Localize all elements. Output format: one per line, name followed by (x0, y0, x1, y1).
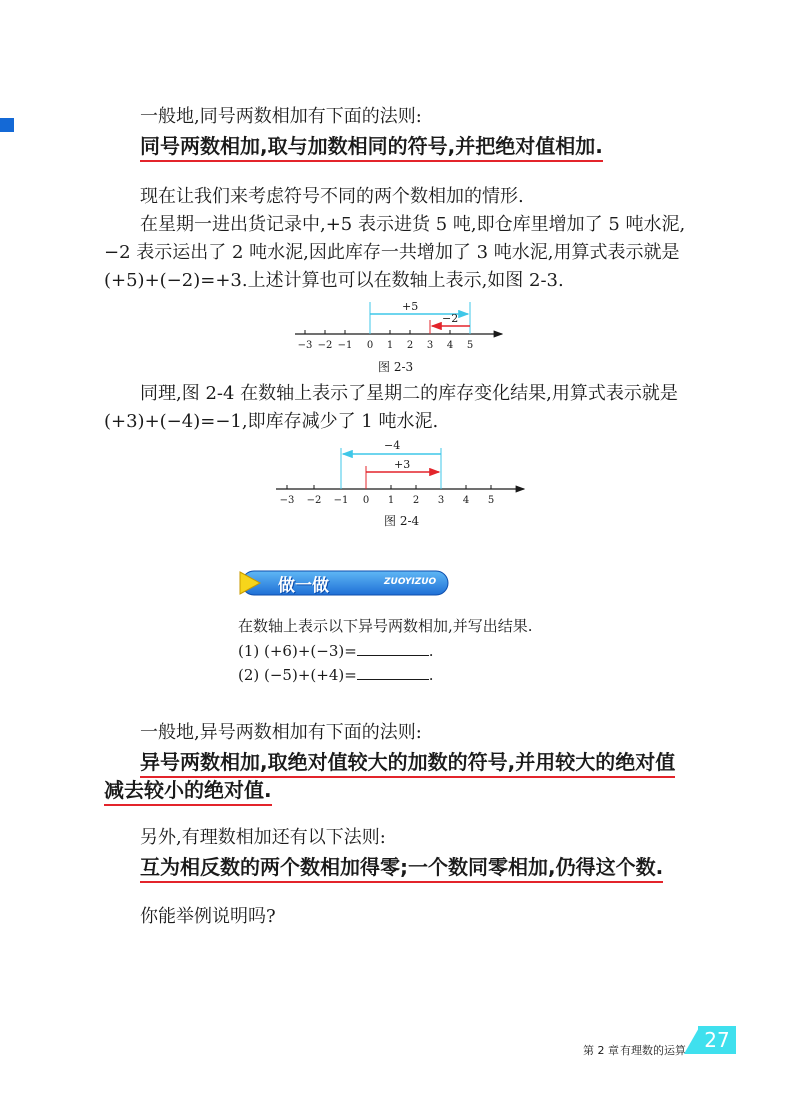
question-2-period: . (428, 666, 434, 684)
activity-banner (238, 570, 450, 596)
plus-5-label: +5 (402, 300, 419, 313)
answer-blank-1[interactable] (357, 641, 429, 656)
figure-2-3-caption: 图 2-3 (378, 360, 414, 374)
rule-diff-sign-line1 (140, 749, 675, 775)
rule-diff-sign-line1-text: 异号两数相加,取绝对值较大的加数的符号,并用较大的绝对值 (140, 750, 675, 778)
tick-label: 2 (412, 495, 420, 506)
monday-paragraph-line3: (+5)+(−2)=+3.上述计算也可以在数轴上表示,如图 2-3. (104, 270, 564, 291)
question-1-period: . (428, 642, 434, 660)
tick-label: 4 (446, 340, 454, 351)
activity-question-2 (238, 665, 434, 685)
intro-same-sign: 一般地,同号两数相加有下面的法则: (140, 106, 422, 127)
tick-marks (287, 485, 491, 489)
question-2-expression: (2) (−5)+(+4)= (238, 666, 357, 684)
question-1-expression: (1) (+6)+(−3)= (238, 642, 357, 660)
tick-label: 3 (437, 495, 445, 506)
monday-paragraph-line2: −2 表示运出了 2 吨水泥,因此库存一共增加了 3 吨水泥,用算式表示就是 (104, 242, 680, 263)
tick-label: −3 (279, 495, 295, 506)
tick-label: −1 (333, 495, 349, 506)
minus-4-label: −4 (384, 439, 401, 452)
number-line-fig-2-3 (290, 298, 510, 358)
tick-marks (305, 330, 470, 334)
footer-chapter-title: 有理数的运算 (620, 1044, 686, 1057)
consider-diff-sign: 现在让我们来考虑符号不同的两个数相加的情形. (140, 186, 524, 207)
tick-label: −1 (337, 340, 353, 351)
tuesday-paragraph-line1: 同理,图 2-4 在数轴上表示了星期二的库存变化结果,用算式表示就是 (140, 383, 678, 404)
rule-opposites-zero (140, 854, 663, 880)
tick-label: −3 (297, 340, 313, 351)
tick-label: 4 (462, 495, 470, 506)
activity-title: 做一做 (278, 576, 329, 596)
page-number: 27 (698, 1026, 736, 1054)
tick-label: 0 (362, 495, 370, 506)
answer-blank-2[interactable] (357, 665, 429, 680)
tick-label: 0 (366, 340, 374, 351)
rule-same-sign (140, 133, 603, 159)
chapter-side-tab (0, 118, 14, 132)
minus-2-label: −2 (442, 312, 459, 325)
footer-chapter: 第 2 章 (583, 1044, 619, 1057)
example-question: 你能举例说明吗? (140, 906, 276, 927)
tuesday-paragraph-line2: (+3)+(−4)=−1,即库存减少了 1 吨水泥. (104, 411, 439, 432)
intro-diff-sign: 一般地,异号两数相加有下面的法则: (140, 722, 422, 743)
activity-pinyin: ZUOYIZUO (384, 577, 437, 587)
other-rules-intro: 另外,有理数相加还有以下法则: (140, 827, 386, 848)
tick-label: 1 (386, 340, 394, 351)
number-line-fig-2-4 (272, 438, 532, 510)
page-tab-notch (680, 1026, 700, 1054)
tick-label: −2 (317, 340, 333, 351)
activity-instruction: 在数轴上表示以下异号两数相加,并写出结果. (238, 617, 533, 635)
plus-3-label: +3 (394, 458, 411, 471)
tick-label: 2 (406, 340, 414, 351)
activity-question-1 (238, 641, 434, 661)
rule-same-sign-text: 同号两数相加,取与加数相同的符号,并把绝对值相加. (140, 134, 603, 162)
rule-diff-sign-line2 (104, 777, 272, 803)
rule-opposites-zero-text: 互为相反数的两个数相加得零;一个数同零相加,仍得这个数. (140, 855, 663, 883)
tick-label: 5 (487, 495, 495, 506)
tick-label: −2 (306, 495, 322, 506)
tick-label: 1 (387, 495, 395, 506)
figure-2-4-caption: 图 2-4 (384, 514, 420, 528)
monday-paragraph-line1: 在星期一进出货记录中,+5 表示进货 5 吨,即仓库里增加了 5 吨水泥, (140, 214, 686, 235)
tick-label: 5 (466, 340, 474, 351)
tick-label: 3 (426, 340, 434, 351)
rule-diff-sign-line2-text: 减去较小的绝对值. (104, 778, 272, 806)
